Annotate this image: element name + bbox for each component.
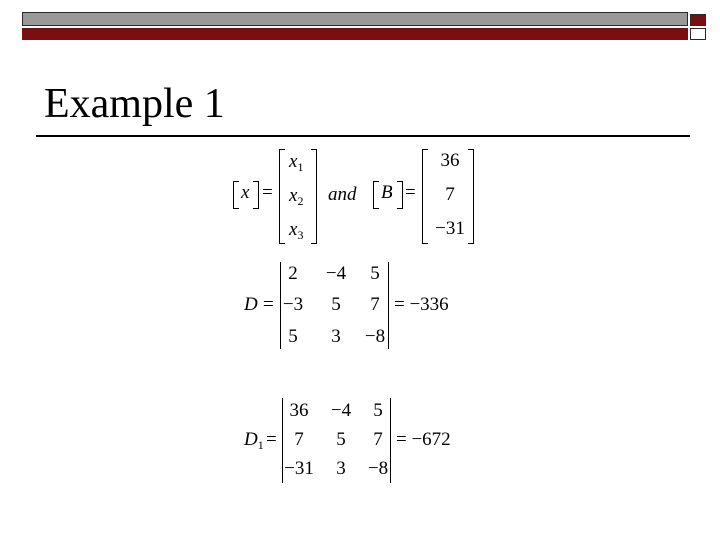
D1-result: = −672 [396, 429, 451, 450]
D-label: D [244, 294, 258, 315]
D-cell: −3 [282, 294, 304, 315]
b-entry-1: 36 [440, 150, 460, 171]
b-label: B [381, 182, 393, 203]
D-cell: 3 [331, 326, 341, 347]
b-entry-3: −31 [435, 218, 465, 239]
x-label: x [241, 182, 250, 203]
D1-cell: 5 [336, 429, 346, 450]
x3-entry: $x_3$ [289, 219, 304, 242]
D-result: = −336 [394, 294, 449, 315]
D-cell: −4 [325, 263, 347, 284]
D-cell: 5 [370, 263, 380, 284]
D-cell: 2 [288, 263, 298, 284]
x-equals: = [262, 182, 273, 203]
D1-cell: −31 [284, 458, 314, 479]
D1-cell: 5 [373, 400, 383, 421]
b-entry-2: 7 [445, 184, 455, 205]
D-cell: 7 [370, 294, 380, 315]
x1-entry: $x_1$ [289, 151, 304, 174]
D1-cell: 3 [336, 458, 346, 479]
D1-cell: −8 [367, 458, 389, 479]
b-equals: = [405, 182, 416, 203]
slide-title: Example 1 [44, 81, 225, 127]
D1-label: $D_1$ [244, 429, 264, 452]
D1-equals: = [266, 429, 277, 450]
D-equals: = [263, 294, 274, 315]
D1-cell: 7 [294, 429, 304, 450]
x2-entry: $x_2$ [289, 185, 304, 208]
D1-cell: 7 [373, 429, 383, 450]
and-word: and [328, 184, 357, 205]
D1-bar-right [390, 398, 391, 483]
D1-cell: 36 [289, 400, 309, 421]
D-cell: 5 [288, 326, 298, 347]
D1-cell: −4 [330, 400, 352, 421]
D-cell: −8 [364, 326, 386, 347]
D-cell: 5 [331, 294, 341, 315]
